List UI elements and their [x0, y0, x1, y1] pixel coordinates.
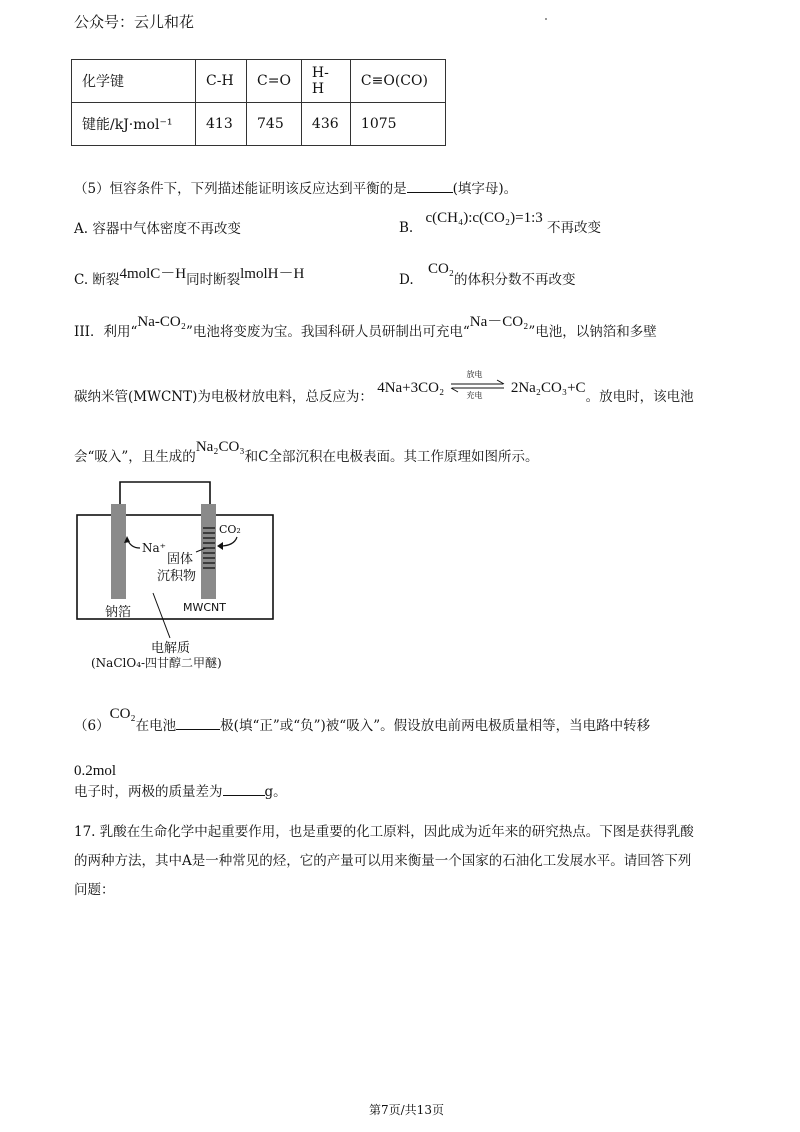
q5-stem: [74, 177, 517, 197]
q5-option-b: [399, 206, 602, 236]
bond-energy-table: [71, 59, 446, 146]
text-segment: 碳纳米管(MWCNT)为电极材放电料，总反应为：: [74, 389, 373, 405]
label-co2: CO₂: [219, 523, 241, 536]
option-b-formula: c(CH₄):c(CO₂)=1:3: [425, 210, 543, 226]
label-electrolyte-formula: (NaClO₄-四甘醇二甲醚): [91, 656, 222, 670]
table-cell: 413: [196, 103, 247, 146]
arrowhead-icon: [217, 542, 223, 550]
speck-mark: [545, 18, 547, 20]
mwcnt-electrode: [201, 504, 216, 599]
text-segment: 和C全部沉积在电极表面。其工作原理如图所示。: [244, 449, 539, 465]
electrolyte-pointer: [153, 593, 170, 638]
label-mwcnt: MWCNT: [183, 601, 226, 614]
label-na-ion: Na⁺: [142, 541, 166, 555]
external-wire: [120, 482, 210, 508]
answer-blank[interactable]: [176, 717, 220, 730]
table-cell: H-H: [301, 60, 350, 103]
formula-na2co3: Na₂CO₃: [195, 439, 245, 455]
label-solid-2: 沉积物: [157, 569, 197, 584]
answer-blank[interactable]: [223, 783, 265, 796]
q6-prefix: （6）: [74, 718, 110, 734]
formula-na-co2: Na-CO₂: [137, 314, 186, 330]
text-segment: 。放电时，该电池: [585, 389, 694, 405]
header-account: 公众号：云儿和花: [74, 13, 195, 31]
sodium-foil-electrode: [111, 504, 126, 599]
table-cell: C=O: [247, 60, 302, 103]
q17-line-3: 问题：: [74, 882, 115, 898]
q5-option-d: [399, 257, 576, 288]
label-solid-1: 固体: [167, 552, 194, 567]
part3-line-1: [74, 310, 657, 340]
table-header-row: [72, 60, 446, 103]
table-cell: 1075: [350, 103, 445, 146]
table-cell: 745: [247, 103, 302, 146]
q5-suffix: (填字母)。: [452, 181, 518, 197]
q17-line-1: 17. 乳酸在生命化学中起重要作用，也是重要的化工原料，因此成为近年来的研究热点。下图是获得乳酸: [74, 824, 694, 840]
na-ion-arrow: [127, 538, 140, 548]
text-segment: ”电池将变废为宝。我国科研人员研制出可充电“: [185, 324, 470, 340]
text-segment: 会“吸入”，且生成的: [74, 449, 196, 465]
reversible-arrow: [449, 370, 507, 400]
option-d-label: D.: [399, 272, 414, 288]
option-c-formula-2: lmolH－H: [240, 266, 305, 282]
answer-blank[interactable]: [407, 180, 453, 193]
option-b-text: 不再改变: [547, 220, 602, 236]
option-c-label: C. 断裂: [74, 272, 120, 288]
table-cell: C≡O(CO): [350, 60, 445, 103]
table-cell: 键能/kJ·mol⁻¹: [72, 103, 196, 146]
q5-option-c: [74, 262, 305, 288]
q6-line-1: [74, 702, 651, 734]
option-d-formula: CO₂: [427, 261, 455, 277]
q6-line-2: [74, 763, 287, 800]
q5-prefix: （5）恒容条件下，下列描述能证明该反应达到平衡的是: [74, 181, 407, 197]
table-row: [72, 103, 446, 146]
q17-line-2: 的两种方法，其中A是一种常见的烃，它的产量可以用来衡量一个国家的石油化工发展水平。请回答下列: [74, 853, 692, 869]
arrow-label-discharge: 放电: [466, 370, 483, 379]
option-c-formula-1: 4molC－H: [119, 266, 187, 282]
text-segment: ”电池，以钠箔和多壁: [528, 324, 657, 340]
text-segment: 电子时，两极的质量差为: [74, 784, 223, 800]
table-cell: C-H: [196, 60, 247, 103]
q5-option-a: A. 容器中气体密度不再改变: [74, 221, 241, 237]
text-segment: III．利用“: [74, 324, 138, 340]
arrow-label-charge: 充电: [466, 391, 483, 400]
formula-na-co2: Na－CO₂: [469, 314, 529, 330]
label-electrolyte: 电解质: [151, 641, 191, 656]
option-d-text: 的体积分数不再改变: [454, 272, 576, 288]
table-cell: 436: [301, 103, 350, 146]
text-segment: 在电池: [135, 718, 177, 734]
part3-line-2: [74, 370, 694, 405]
part3-line-3: [74, 435, 539, 465]
label-sodium-foil: 钠箔: [105, 605, 132, 620]
page-number: 第7页/共13页: [369, 1103, 444, 1117]
formula-co2: CO₂: [109, 706, 136, 722]
table-cell: 化学键: [72, 60, 196, 103]
text-segment: g。: [264, 784, 287, 800]
option-c-mid: 同时断裂: [186, 272, 241, 288]
option-b-label: B.: [399, 220, 414, 236]
equation-lhs: 4Na+3CO₂: [377, 380, 445, 396]
formula-0-2mol: 0.2mol: [74, 763, 117, 779]
equation-rhs: 2Na₂CO₃+C: [510, 380, 586, 396]
text-segment: 极(填“正”或“负”)被“吸入”。假设放电前两电极质量相等，当电路中转移: [220, 718, 651, 734]
